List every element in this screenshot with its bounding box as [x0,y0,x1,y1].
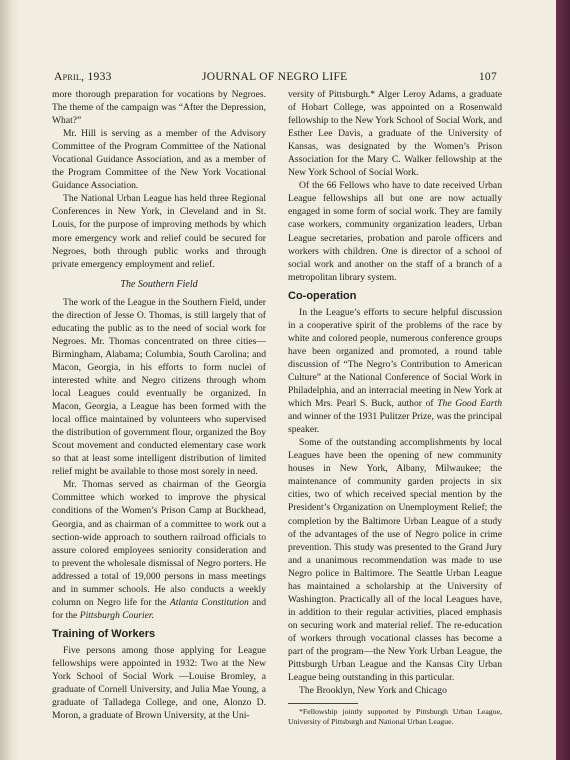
paragraph: In the League’s efforts to secure helpful discussion in a cooperative spirit of the problems of the race by white and colored people, numerous conference groups have been organized and promoted, a round table discussion of “The Negro’s Contribution to American Culture” at the National Conference of Social Work in Philadelphia, and an interracial meeting in New York at which Mrs. Pearl S. Buck, author of The Good Earth and winner of the 1931 Pulitzer Prize, was the principal speaker. [288,306,502,436]
left-column [52,88,266,722]
paragraph: Mr. Hill is serving as a member of the Advisory Committee of the Program Committee of the National Vocational Guidance Association, and as a member of the Program Committee of the New York Vocational Guidance Association. [52,128,266,192]
paragraph: Of the 66 Fellows who have to date received Urban League fellowships all but one are now actually engaged in some form of social work. They are family case workers, community organization leaders, Urban League secretaries, probation and parole officers and workers with children. One is director of a school of social work and another on the staff of a branch of a metropolitan library system. [288,180,502,283]
paragraph: Five persons among those applying for League fellowships were appointed in 1932: Two at the New York School of Social Work —Louise Bromley, a graduate of Cornell University, and Julia Mae Young, a graduate of Talladega College, and one, Alonzo D. Moron, a graduate of Brown University, at the Uni- [52,644,266,722]
footnote: *Fellowship jointly supported by Pittsburgh Urban League, University of Pittsburgh and National Urban League. [288,707,502,726]
paragraph: The Brooklyn, New York and Chicago [299,685,447,697]
paragraph: versity of Pittsburgh.* Alger Leroy Adams, a graduate of Hobart College, was appointed on a Rosenwald fellowship to the New York School of Social Work, and Esther Lee Davis, a graduate of the University of Kansas, was designated by the Women’s Prison Association for the Mary C. Walker fellowship at the New York School of Social Work. [288,89,502,179]
header-date: April, 1933 [54,71,112,83]
header-journal-title: JOURNAL OF NEGRO LIFE [202,71,348,83]
italic-title: Pittsburgh Courier. [79,609,154,621]
book-binding-edge [556,0,570,760]
paragraph: Mr. Thomas served as chairman of the Georgia Committee which worked to improve the physical conditions of the Women’s Prison Camp at Buckhead, Georgia, and as chairman of a committee to work out a section-wide approach to southern railroad officials to assure colored employees seniority consideration and to prevent the wholesale dismissal of Negro porters. He addressed a total of 19,000 persons in mass meetings and in summer schools. He also conducts a weekly column on Negro life for the Atlanta Constitution and for the Pittsburgh Courier. [52,479,266,621]
paragraph: Some of the outstanding accomplishments by local Leagues have been the opening of new community houses in New York, Albany, Milwaukee; the maintenance of community garden projects in six cities, two of which received special mention by the President’s Organization on Unemployment Relief; the completion by the Baltimore Urban League of a study of the advantages of the use of Negro police in crime prevention. This study was presented to the Grand Jury and a unanimous recommendation was made to use Negro police in Baltimore. The Seattle Urban League has maintained a scholarship at the University of Washington. Practically all of the local Leagues have, in addition to their regular activities, placed emphasis on securing work and material relief. The re-education of workers through vocational classes has become a part of the program—the New York Urban League, the Pittsburgh Urban League and the Kansas City Urban League being outstanding in this particular. [288,437,502,684]
footnote-divider [288,703,358,704]
italic-title: The Good Earth [437,398,502,410]
section-heading-cooperation: Co-operation [288,289,357,302]
paragraph: The National Urban League has held three Regional Conferences in New York, in Cleveland and in St. Louis, for the purpose of improving methods by which more emergency work and relief could be secured for Negroes, both through public works and through private emergency employment and relief. [52,193,266,270]
italic-title: Atlanta Constitution [169,596,249,608]
page-gutter-shadow [0,0,18,760]
section-heading-training: Training of Workers [52,627,156,640]
paragraph: more thorough preparation for vocations by Negroes. The theme of the campaign was “After the Depression, What?” [52,89,266,127]
header-page-number: 107 [478,71,497,83]
paragraph: The work of the League in the Southern Field, under the direction of Jesse O. Thomas, is still largely that of educating the public as to the need of social work for Negroes. Mr. Thomas concentrated on three cities—Birmingham, Alabama; Columbia, South Carolina; and Macon, Georgia, in his efforts to form nuclei of interested white and Negro citizens through whom local Leagues could eventually be organized. In Macon, Georgia, a League has been formed with the local office maintained by volunteers who supervised the distribution of government flour, organized the Boy Scout movement and conducted elementary case work so that at least some intelligent distribution of limited relief might be available to those most sorely in need. [52,296,266,478]
subheading-southern-field: The Southern Field [120,278,198,290]
right-column [288,88,502,726]
